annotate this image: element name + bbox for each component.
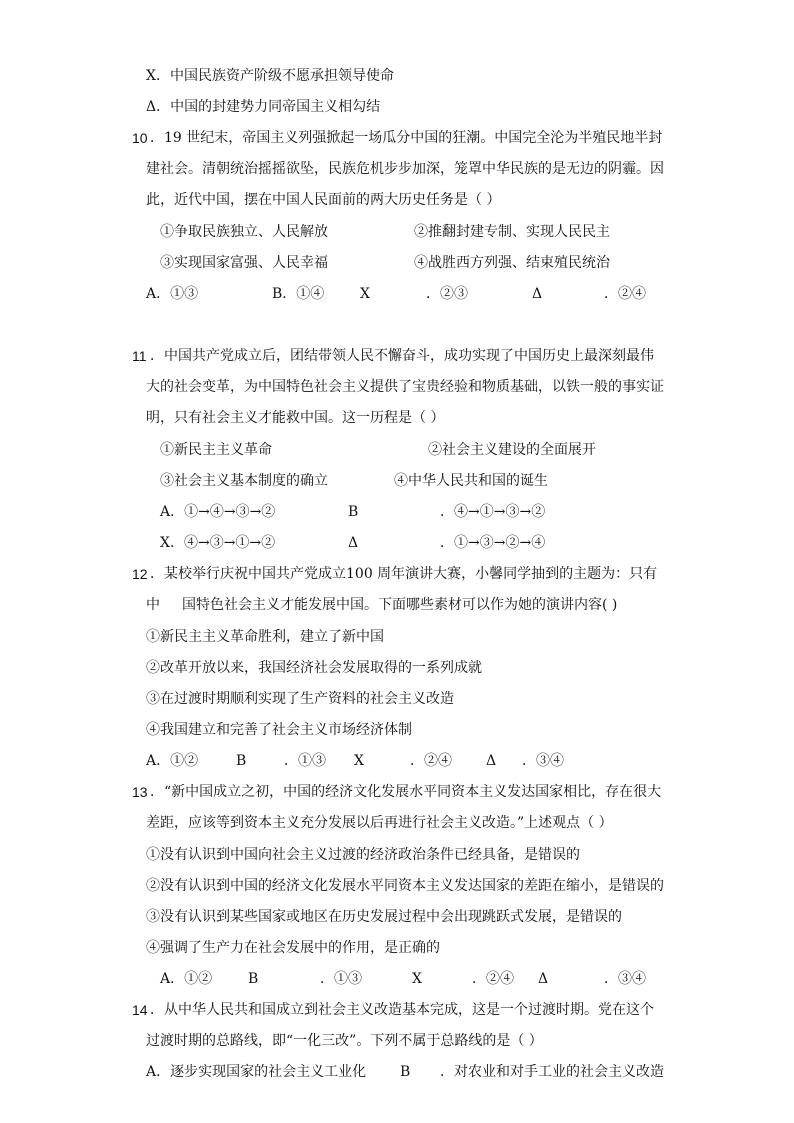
q13-option-a[interactable]: A．①② bbox=[160, 971, 213, 987]
q12-option-a[interactable]: A．①② bbox=[146, 753, 199, 769]
q14-option-b[interactable]: B bbox=[400, 1064, 411, 1080]
q9-option-delta: Δ．中国的封建势力同帝国主义相勾结 bbox=[146, 99, 381, 115]
q12-stem-line-1: ．某校举行庆祝中国共产党成立100 周年演讲大赛，小馨同学抽到的主题为：只有 bbox=[150, 566, 658, 582]
q10-stem-line-3: 此，近代中国，摆在中国人民面前的两大历史任务是（ ） bbox=[146, 192, 501, 208]
q11-number: 11 bbox=[132, 348, 147, 364]
q10-option-x[interactable]: X bbox=[360, 286, 370, 302]
q13-number: 13 bbox=[132, 784, 148, 800]
q9-option-x: X．中国民族资产阶级不愿承担领导使命 bbox=[146, 68, 394, 84]
q11-statement-2: ②社会主义建设的全面展开 bbox=[428, 442, 596, 458]
q10-statement-3: ③实现国家富强、人民幸福 bbox=[160, 255, 328, 271]
q12-stem-line-2a: 中 bbox=[146, 597, 160, 613]
q12-option-x[interactable]: X bbox=[354, 753, 364, 769]
q13-option-delta[interactable]: Δ bbox=[538, 971, 549, 987]
q13-stem-line-2: 差距，应该等到资本主义充分发展以后再进行社会主义改造。”上述观点（ ） bbox=[146, 815, 613, 831]
q10-option-b[interactable]: B．①④ bbox=[272, 286, 325, 302]
q10-stem-line-2: 建社会。清朝统治摇摇欲坠，民族危机步步加深，笼罩中华民族的是无边的阴霾。因 bbox=[146, 161, 664, 177]
q11-option-b[interactable]: B bbox=[348, 504, 359, 520]
q12-option-d[interactable]: ．②④ bbox=[410, 753, 452, 769]
q14-option-c[interactable]: ．对农业和对手工业的社会主义改造 bbox=[440, 1064, 664, 1080]
q12-statement-3: ③在过渡时期顺利实现了生产资料的社会主义改造 bbox=[146, 691, 454, 707]
q11-stem-line-3: 明，只有社会主义才能救中国。这一历程是（ ） bbox=[146, 410, 445, 426]
q10-number: 10 bbox=[132, 130, 148, 146]
q14-stem-line-1: ．从中华人民共和国成立到社会主义改造基本完成，这是一个过渡时期。党在这个 bbox=[150, 1002, 654, 1018]
q10-statement-2: ②推翻封建专制、实现人民民主 bbox=[414, 224, 610, 240]
q14-stem-line-2: 过渡时期的总路线，即“一化三改”。下列不属于总路线的是（ ） bbox=[146, 1033, 543, 1049]
q11-statement-1: ①新民主主义革命 bbox=[160, 442, 272, 458]
q13-stem-line-1: ．“新中国成立之初，中国的经济文化发展水平同资本主义发达国家相比，存在很大 bbox=[150, 784, 662, 800]
q13-statement-1: ①没有认识到中国向社会主义过渡的经济政治条件已经具备，是错误的 bbox=[146, 847, 580, 863]
q11-stem-line-2: 大的社会变革，为中国特色社会主义提供了宝贵经验和物质基础，以铁一般的事实证 bbox=[146, 379, 664, 395]
q12-number: 12 bbox=[132, 566, 148, 582]
q10-option-delta[interactable]: Δ bbox=[532, 286, 543, 302]
q14-option-a[interactable]: A．逐步实现国家的社会主义工业化 bbox=[146, 1064, 367, 1080]
q10-statement-4: ④战胜西方列强、结束殖民统治 bbox=[414, 255, 610, 271]
q11-option-delta[interactable]: Δ bbox=[348, 535, 359, 551]
q12-option-c[interactable]: ．①③ bbox=[284, 753, 326, 769]
q11-option-x[interactable]: X．④→③→①→② bbox=[160, 535, 276, 551]
q12-statement-1: ①新民主主义革命胜利，建立了新中国 bbox=[146, 629, 384, 645]
q11-option-a[interactable]: A．①→④→③→② bbox=[160, 504, 276, 520]
q12-option-b[interactable]: B bbox=[236, 753, 247, 769]
q10-stem-line-1: ．19 世纪末，帝国主义列强掀起一场瓜分中国的狂潮。中国完全沦为半殖民地半封 bbox=[150, 130, 663, 146]
q12-statement-2: ②改革开放以来，我国经济社会发展取得的一系列成就 bbox=[146, 660, 482, 676]
q10-option-e[interactable]: ．②④ bbox=[604, 286, 646, 302]
q12-option-e[interactable]: ．③④ bbox=[522, 753, 564, 769]
q14-number: 14 bbox=[132, 1002, 148, 1018]
q13-option-d[interactable]: ．②④ bbox=[472, 971, 514, 987]
q12-option-delta[interactable]: Δ bbox=[486, 753, 497, 769]
q11-statement-4: ④中华人民共和国的诞生 bbox=[394, 473, 548, 489]
q13-statement-2: ②没有认识到中国的经济文化发展水平同资本主义发达国家的差距在缩小，是错误的 bbox=[146, 878, 664, 894]
q10-statement-1: ①争取民族独立、人民解放 bbox=[160, 224, 328, 240]
q13-option-b[interactable]: B bbox=[248, 971, 259, 987]
q13-option-x[interactable]: X bbox=[412, 971, 422, 987]
q13-statement-3: ③没有认识到某些国家或地区在历史发展过程中会出现跳跃式发展，是错误的 bbox=[146, 909, 622, 925]
q12-statement-4: ④我国建立和完善了社会主义市场经济体制 bbox=[146, 722, 412, 738]
q11-statement-3: ③社会主义基本制度的确立 bbox=[160, 473, 328, 489]
q13-statement-4: ④强调了生产力在社会发展中的作用，是正确的 bbox=[146, 940, 440, 956]
q13-option-e[interactable]: ．③④ bbox=[604, 971, 646, 987]
q12-stem-line-2b: 国特色社会主义才能发展中国。下面哪些素材可以作为她的演讲内容( ) bbox=[182, 597, 618, 613]
q11-option-c[interactable]: ．④→①→③→② bbox=[440, 504, 546, 520]
q10-option-c[interactable]: ．②③ bbox=[426, 286, 468, 302]
q11-option-e[interactable]: ．①→③→②→④ bbox=[440, 535, 546, 551]
q10-option-a[interactable]: A．①③ bbox=[146, 286, 199, 302]
q11-stem-line-1: ．中国共产党成立后，团结带领人民不懈奋斗，成功实现了中国历史上最深刻最伟 bbox=[150, 348, 654, 364]
q13-option-c[interactable]: ．①③ bbox=[320, 971, 362, 987]
